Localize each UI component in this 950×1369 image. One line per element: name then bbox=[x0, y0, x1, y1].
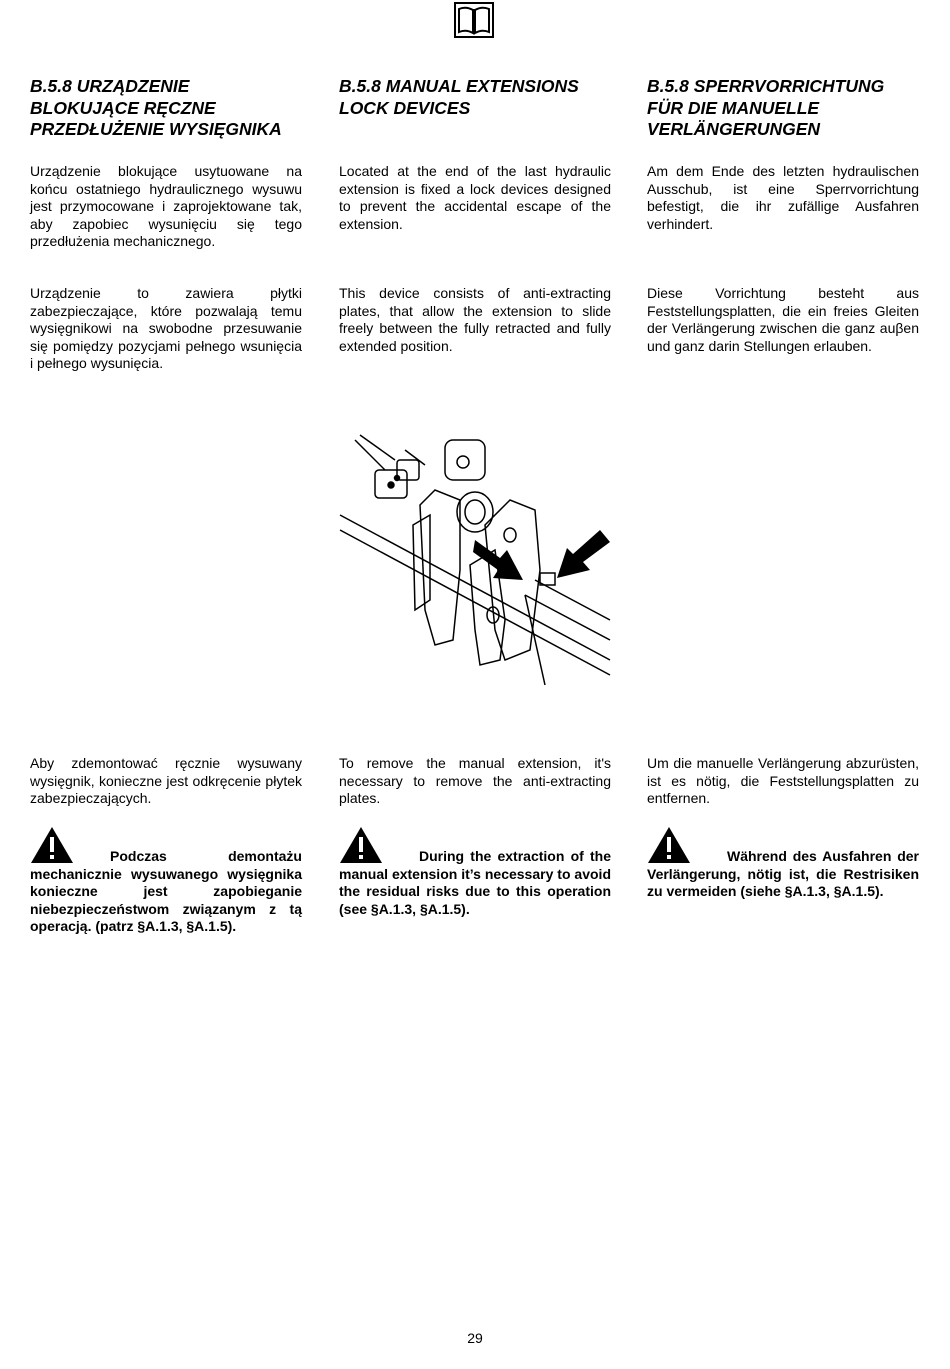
paragraph-removal: To remove the manual extension, it's necessary to remove the anti-extracting plates. bbox=[339, 755, 611, 807]
lock-device-illustration bbox=[335, 430, 615, 690]
section-heading: B.5.8 SPERRVORRICHTUNG FÜR DIE MANUELLE VERLÄNGERUNGEN bbox=[647, 76, 885, 139]
warning-text: Während des Ausfahren der Verlängerung, nötig ist, die Restrisiken zu vermeiden (siehe §A.1.3, §A.1.5). bbox=[647, 848, 919, 900]
page-number: 29 bbox=[467, 1330, 483, 1346]
paragraph-description: Urządzenie to zawiera płytki zabezpieczające, które pozwalają temu wysięgnikowi na swobodne przesuwanie się pomiędzy pozycjami pełnego wsunięcia i pełnego wysunięcia. bbox=[30, 285, 302, 372]
warning-block bbox=[647, 826, 919, 901]
paragraph-intro: Located at the end of the last hydraulic extension is fixed a lock devices designed to prevent the accidental escape of the extension. bbox=[339, 163, 611, 232]
warning-triangle-icon bbox=[30, 826, 74, 864]
warning-text: Podczas demontażu mechanicznie wysuwanego wysięgnika konieczne jest zapobieganie niebezpieczeństwom związanym z tą operacją. (patrz §A.1.3, §A.1.5). bbox=[30, 848, 302, 935]
paragraph-removal: Aby zdemontować ręcznie wysuwany wysięgnik, konieczne jest odkręcenie płytek zabezpieczających. bbox=[30, 755, 302, 807]
paragraph-intro: Urządzenie blokujące usytuowane na końcu ostatniego hydraulicznego wysuwu jest przymocowane i zaprojektowane tak, aby zapobiec wysunięciu się tego przedłużenia mechanicznego. bbox=[30, 163, 302, 250]
section-heading: B.5.8 MANUAL EXTENSIONS LOCK DEVICES bbox=[339, 76, 579, 118]
warning-triangle-icon bbox=[647, 826, 691, 864]
manual-book-icon bbox=[454, 2, 494, 38]
paragraph-description: Diese Vorrichtung besteht aus Feststellungsplatten, die ein freies Gleiten der Verlängerung zwischen die ganz auβen und ganz darin Stellungen erlauben. bbox=[647, 285, 919, 354]
warning-block bbox=[339, 826, 611, 918]
paragraph-intro: Am dem Ende des letzten hydraulischen Ausschub, ist eine Sperrvorrichtung befestigt, die ihr zufällige Ausfahren verhindert. bbox=[647, 163, 919, 232]
paragraph-removal: Um die manuelle Verlängerung abzurüsten, ist es nötig, die Feststellungsplatten zu entfernen. bbox=[647, 755, 919, 807]
paragraph-description: This device consists of anti-extracting plates, that allow the extension to slide freely between the fully retracted and fully extended position. bbox=[339, 285, 611, 354]
warning-text: During the extraction of the manual extension it’s necessary to avoid the residual risks due to this operation (see §A.1.3, §A.1.5). bbox=[339, 848, 611, 917]
warning-block bbox=[30, 826, 302, 936]
warning-triangle-icon bbox=[339, 826, 383, 864]
section-heading: B.5.8 URZĄDZENIE BLOKUJĄCE RĘCZNE PRZEDŁUŻENIE WYSIĘGNIKA bbox=[30, 76, 282, 139]
